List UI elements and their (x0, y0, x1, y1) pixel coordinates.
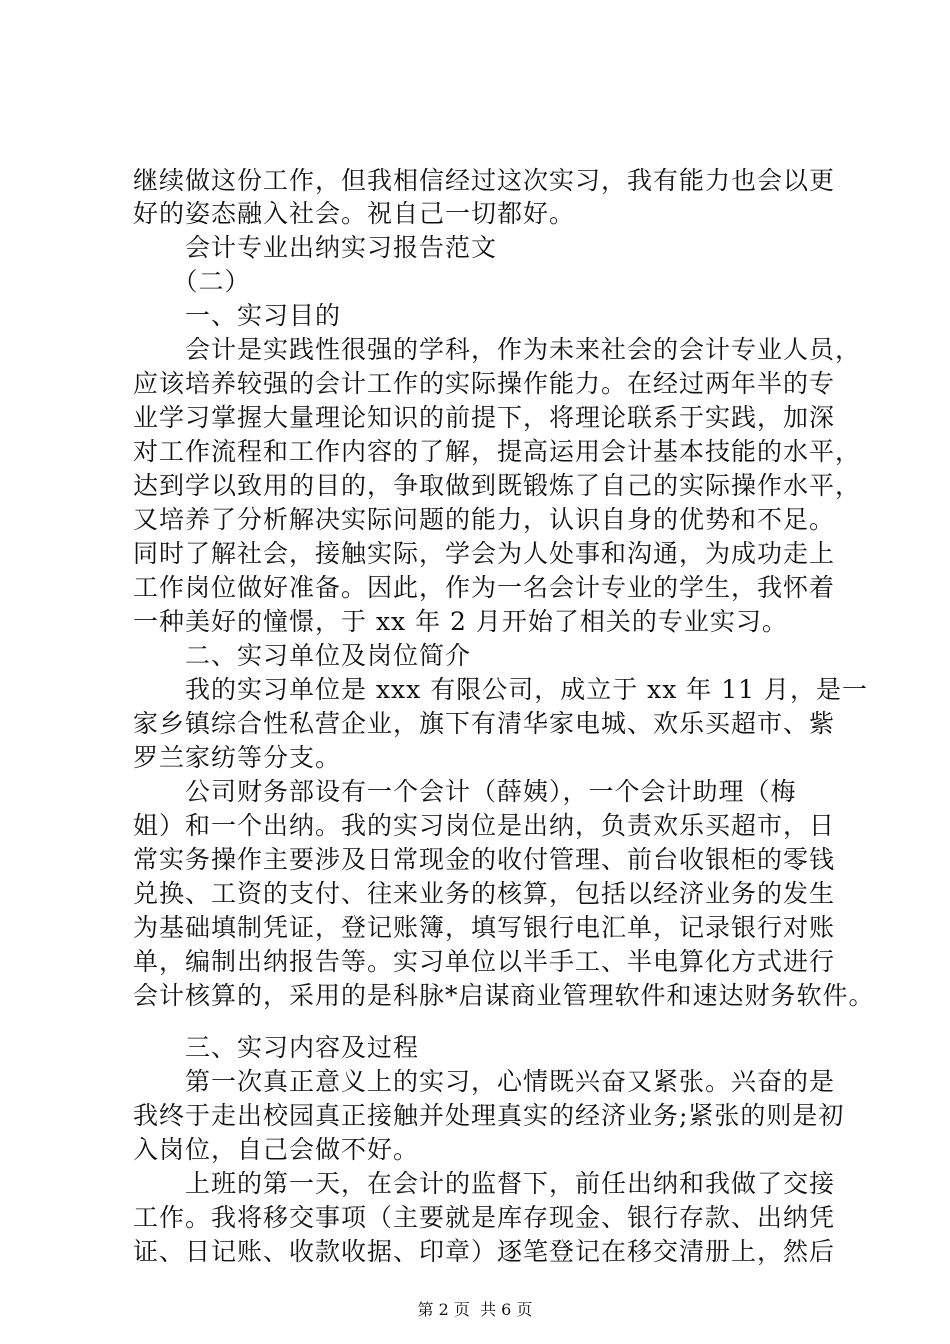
text-line: 会计核算的，采用的是科脉*启谋商业管理软件和速达财务软件。 (133, 981, 875, 1010)
text-line: 罗兰家纺等分支。 (133, 743, 342, 772)
text-line: 第一次真正意义上的实习，心情既兴奋又紧张。兴奋的是 (133, 1067, 836, 1096)
text-line: 三、实习内容及过程 (133, 1033, 420, 1062)
text-line: 兑换、工资的支付、往来业务的核算，包括以经济业务的发生 (133, 879, 836, 908)
text-line: 同时了解社会，接触实际，学会为人处事和沟通，为成功走上 (133, 539, 836, 568)
text-line: 二、实习单位及岗位简介 (133, 641, 472, 670)
text-line: 为基础填制凭证，登记账簿，填写银行电汇单，记录银行对账 (133, 913, 836, 942)
text-line: 公司财务部设有一个会计（薛姨），一个会计助理（梅 (133, 777, 797, 806)
text-line: 工作。我将移交事项（主要就是库存现金、银行存款、出纳凭 (133, 1203, 836, 1232)
text-line: 应该培养较强的会计工作的实际操作能力。在经过两年半的专 (133, 369, 836, 398)
page-footer: 第 2 页 共 6 页 (417, 1300, 533, 1319)
text-line: 我终于走出校园真正接触并处理真实的经济业务;紧张的则是初 (133, 1101, 845, 1130)
text-line: 好的姿态融入社会。祝自己一切都好。 (133, 199, 576, 228)
text-line: （二） (133, 267, 251, 296)
text-line: 对工作流程和工作内容的了解，提高运用会计基本技能的水平， (133, 437, 862, 466)
text-line: 工作岗位做好准备。因此，作为一名会计专业的学生，我怀着 (133, 573, 836, 602)
text-line: 会计是实践性很强的学科，作为未来社会的会计专业人员， (133, 335, 862, 364)
text-line: 证、日记账、收款收据、印章）逐笔登记在移交清册上，然后 (133, 1237, 836, 1266)
text-line: 我的实习单位是 xxx 有限公司，成立于 xx 年 11 月，是一 (133, 675, 868, 704)
text-line: 达到学以致用的目的，争取做到既锻炼了自己的实际操作水平， (133, 471, 862, 500)
text-line: 一、实习目的 (133, 301, 342, 330)
text-line: 上班的第一天，在会计的监督下，前任出纳和我做了交接 (133, 1169, 836, 1198)
text-line: 一种美好的憧憬，于 xx 年 2 月开始了相关的专业实习。 (133, 607, 788, 636)
text-line: 姐）和一个出纳。我的实习岗位是出纳，负责欢乐买超市，日 (133, 811, 836, 840)
text-line: 又培养了分析解决实际问题的能力，认识自身的优势和不足。 (133, 505, 836, 534)
text-line: 常实务操作主要涉及日常现金的收付管理、前台收银柜的零钱 (133, 845, 836, 874)
text-line: 继续做这份工作，但我相信经过这次实习，我有能力也会以更 (133, 166, 836, 195)
text-line: 单，编制出纳报告等。实习单位以半手工、半电算化方式进行 (133, 947, 836, 976)
text-line: 入岗位，自己会做不好。 (133, 1135, 420, 1164)
text-line: 家乡镇综合性私营企业，旗下有清华家电城、欢乐买超市、紫 (133, 709, 836, 738)
text-line: 会计专业出纳实习报告范文 (133, 233, 498, 262)
text-line: 业学习掌握大量理论知识的前提下，将理论联系于实践，加深 (133, 403, 836, 432)
